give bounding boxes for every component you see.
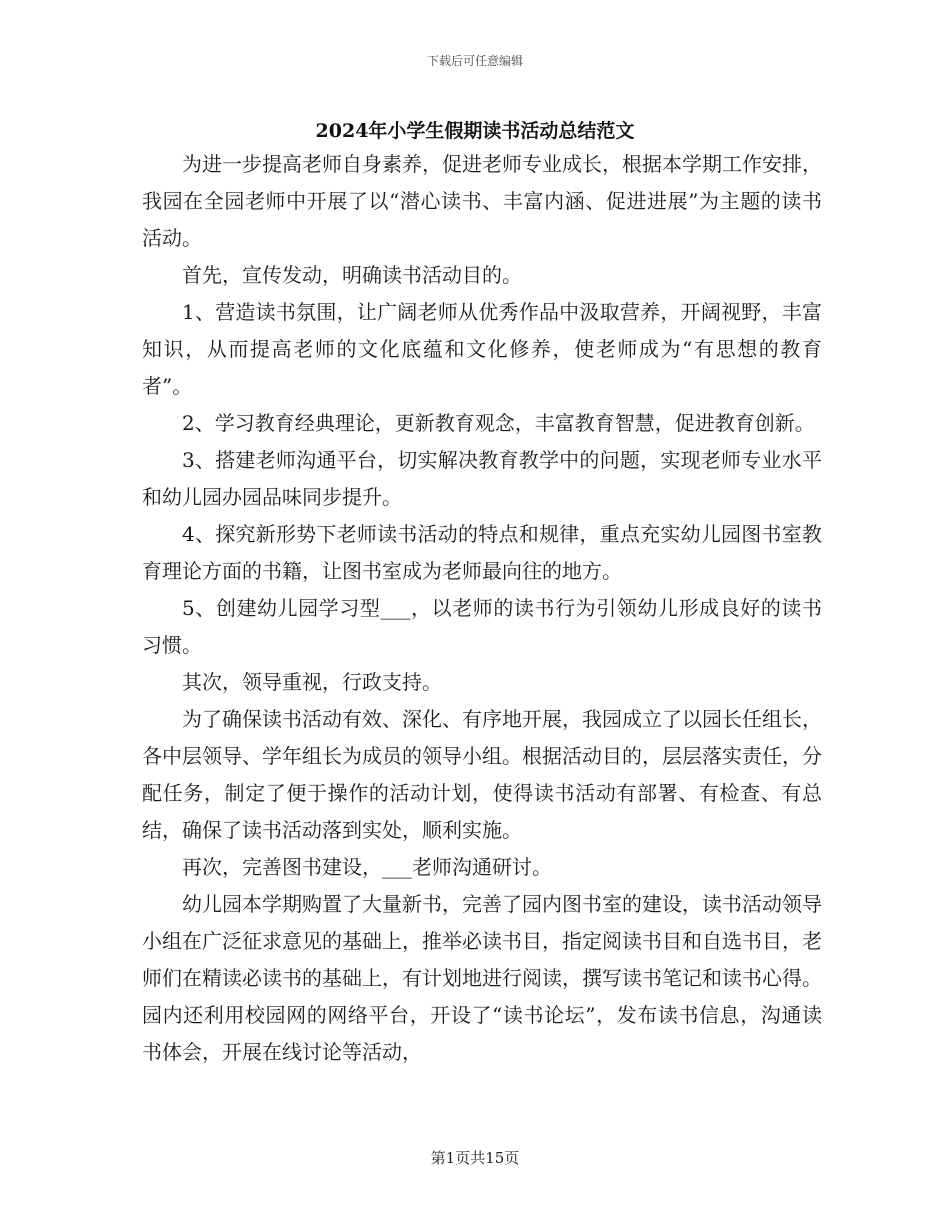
paragraph-section-first: 首先，宣传发动，明确读书活动目的。 <box>182 263 522 287</box>
paragraph-intro: 为进一步提高老师自身素养，促进老师专业成长，根据本学期工作安排，我园在全园老师中开展了以“潜心读书、丰富内涵、促进进展”为主题的读书活动。 <box>142 152 822 250</box>
paragraph-library: 幼儿园本学期购置了大量新书，完善了园内图书室的建设，读书活动领导小组在广泛征求意见的基础上，推举必读书目，指定阅读书目和自选书目，老师们在精读必读书的基础上，有计划地进行阅读，撰写读书笔记和读书心得。园内还利用校园网的网络平台，开设了“读书论坛”，发布读书信息，沟通读书体会，开展在线讨论等活动， <box>142 892 822 1064</box>
page-header-note: 下载后可任意编辑 <box>426 54 523 68</box>
paragraph-item-4: 4、探究新形势下老师读书活动的特点和规律，重点充实幼儿园图书室教育理论方面的书籍，让图书室成为老师最向往的地方。 <box>142 522 822 583</box>
paragraph-leadership: 为了确保读书活动有效、深化、有序地开展，我园成立了以园长任组长，各中层领导、学年组长为成员的领导小组。根据活动目的，层层落实责任，分配任务，制定了便于操作的活动计划，使得读书活动有部署、有检查、有总结，确保了读书活动落到实处，顺利实施。 <box>142 707 822 842</box>
paragraph-section-second: 其次，领导重视，行政支持。 <box>182 670 442 694</box>
paragraph-item-2: 2、学习教育经典理论，更新教育观念，丰富教育智慧，促进教育创新。 <box>182 411 815 435</box>
document-title: 2024年小学生假期读书活动总结范文 <box>315 120 635 142</box>
page-number: 第1页共15页 <box>430 1149 520 1167</box>
document-body <box>142 146 822 1071</box>
paragraph-item-3: 3、搭建老师沟通平台，切实解决教育教学中的问题，实现老师专业水平和幼儿园办园品味同步提升。 <box>142 448 822 509</box>
paragraph-section-third: 再次，完善图书建设，___老师沟通研讨。 <box>182 855 552 879</box>
paragraph-item-1: 1、营造读书氛围，让广阔老师从优秀作品中汲取营养，开阔视野，丰富知识，从而提高老师的文化底蕴和文化修养，使老师成为“有思想的教育者”。 <box>142 300 822 398</box>
paragraph-item-5: 5、创建幼儿园学习型___，以老师的读书行为引领幼儿形成良好的读书习惯。 <box>142 596 822 657</box>
